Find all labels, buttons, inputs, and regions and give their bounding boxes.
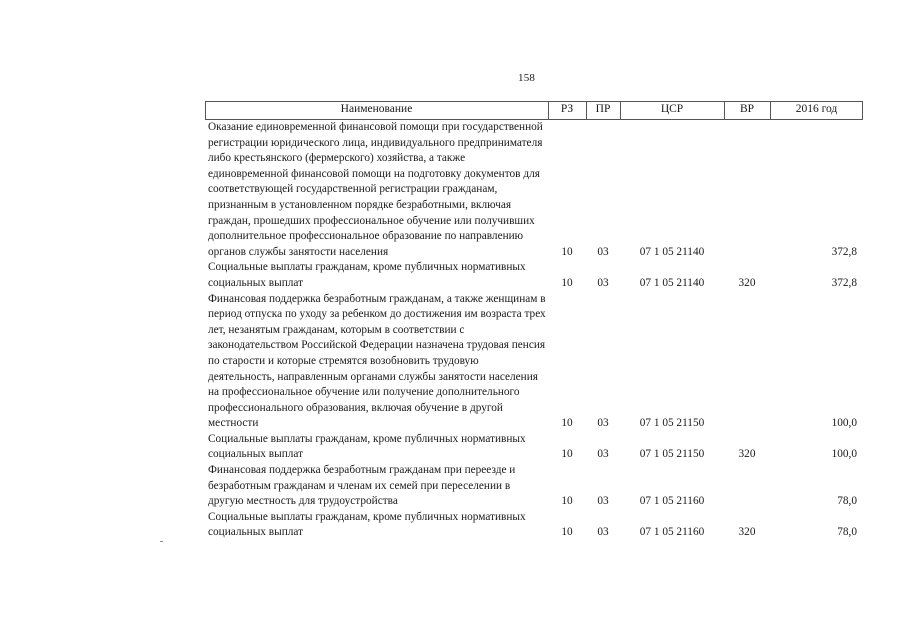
row-csr: 07 1 05 21150 xyxy=(639,448,705,461)
table-row xyxy=(205,463,863,510)
row-pr: 03 xyxy=(597,495,609,508)
row-vr: 320 xyxy=(738,526,756,539)
row-name: Социальные выплаты гражданам, кроме публичных нормативных социальных выплат xyxy=(208,261,526,289)
table-row xyxy=(205,510,863,541)
header-year: 2016 год xyxy=(795,103,838,115)
header-pr: ПР xyxy=(595,103,611,115)
row-csr: 07 1 05 21140 xyxy=(639,245,705,258)
page-number: 158 xyxy=(518,72,536,84)
table-row xyxy=(205,292,863,432)
row-csr: 07 1 05 21140 xyxy=(639,276,705,289)
row-amount: 372,8 xyxy=(831,276,857,289)
header-divider xyxy=(862,102,863,119)
row-pr: 03 xyxy=(597,245,609,258)
row-name: Социальные выплаты гражданам, кроме публичных нормативных социальных выплат xyxy=(208,432,526,461)
header-name: Наименование xyxy=(340,103,413,115)
row-amount: 100,0 xyxy=(831,417,857,430)
row-csr: 07 1 05 21160 xyxy=(639,495,705,508)
row-rz: 10 xyxy=(561,276,573,289)
table-row xyxy=(205,120,863,260)
row-pr: 03 xyxy=(597,417,609,430)
row-amount: 78,0 xyxy=(837,495,857,508)
row-rz: 10 xyxy=(561,417,573,430)
table-body xyxy=(205,120,863,541)
table-row xyxy=(205,432,863,463)
row-pr: 03 xyxy=(597,526,609,539)
budget-table xyxy=(205,101,863,541)
table-row xyxy=(205,260,863,291)
row-pr: 03 xyxy=(597,276,609,289)
row-name: Финансовая поддержка безработным гражданам при переезде и безработным гражданам и членам их семей при переселении в другую местность для трудоустройства xyxy=(208,464,516,508)
row-amount: 372,8 xyxy=(831,245,857,258)
row-vr: 320 xyxy=(738,448,756,461)
row-vr: 320 xyxy=(738,276,756,289)
row-rz: 10 xyxy=(561,245,573,258)
row-rz: 10 xyxy=(561,495,573,508)
row-amount: 78,0 xyxy=(837,526,857,539)
row-rz: 10 xyxy=(561,448,573,461)
row-csr: 07 1 05 21160 xyxy=(639,526,705,539)
row-name: Финансовая поддержка безработным гражданам, а также женщинам в период отпуска по уходу за ребенком до достижения им возраста трех лет, незанятым гражданам, которым в соответствии с законодательством Российской Федерации назначена трудовая пенсия по старости и которые стремятся возобновить трудовую деятельность, направленным органами службы занятости населения на профессиональное обучение или получение дополнительного профессионального образования, включая обучение в другой местности xyxy=(208,292,546,430)
row-name: Оказание единовременной финансовой помощи при государственной регистрации юридического лица, индивидуального предпринимателя либо крестьянского (фермерского) хозяйства, а также единовременной финансовой помощи на подготовку документов для соответствующей государственной регистрации гражданам, признанным в установленном порядке безработными, включая граждан, прошедших профессиональное обучение или получивших дополнительное профессиональное образование по направлению органов службы занятости населения xyxy=(208,121,543,258)
header-csr: ЦСР xyxy=(660,103,684,115)
row-name: Социальные выплаты гражданам, кроме публичных нормативных социальных выплат xyxy=(208,510,526,539)
row-csr: 07 1 05 21150 xyxy=(639,417,705,430)
row-pr: 03 xyxy=(597,448,609,461)
row-amount: 100,0 xyxy=(831,448,857,461)
header-vr: ВР xyxy=(739,103,755,115)
header-rz: РЗ xyxy=(560,103,574,115)
table-header xyxy=(205,101,863,120)
scan-mark xyxy=(160,541,163,542)
row-rz: 10 xyxy=(561,526,573,539)
